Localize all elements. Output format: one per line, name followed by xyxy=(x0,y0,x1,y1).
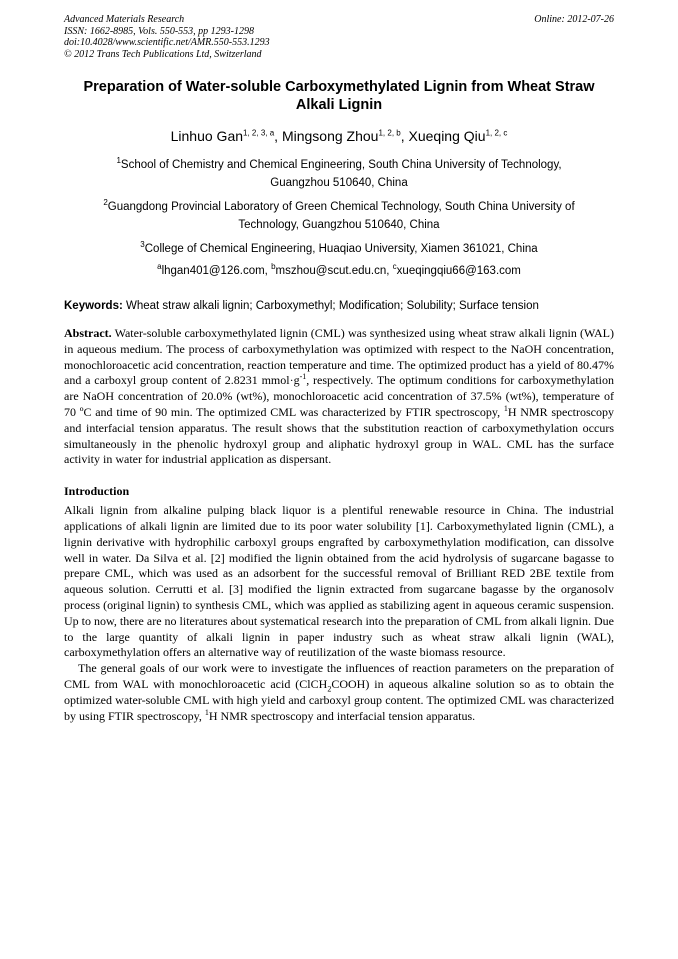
email-list xyxy=(64,262,614,280)
paper-page xyxy=(64,14,614,724)
intro-paragraph-2 xyxy=(64,661,614,724)
author-separator: , xyxy=(400,128,409,144)
paragraph-text: COOH) in aqueous alkaline solution so as to obtain the optimized water-soluble CML with high yield and carboxyl group content. The optimized CML was characterized by using FTIR spectroscopy, xyxy=(64,676,614,723)
paragraph-superscript: 1 xyxy=(204,707,209,717)
affiliation-3 xyxy=(64,240,614,258)
affiliation-mark: 3 xyxy=(140,240,145,250)
keywords-text: Wheat straw alkali lignin; Carboxymethyl; Modification; Solubility; Surface tension xyxy=(122,300,539,312)
paper-title: Preparation of Water-soluble Carboxymethylated Lignin from Wheat Straw Alkali Lignin xyxy=(83,79,595,113)
author-name: Linhuo Gan xyxy=(170,128,244,144)
intro-paragraph-1: Alkali lignin from alkaline pulping black liquor is a plentiful renewable resource in China. The industrial applications of alkali lignin are limited due to its poor water solubility [1]. Carboxymethylated lignin (CML), a lignin derivative with hydrophilic carboxyl groups engrafted by carboxymethylation modification, can dissolve well in water. Da Silva et al. [2] modified the lignin obtained from the acid hydrolysis of sugarcane bagasse to prepare CML, which was used as an adsorbent for the successful removal of Brilliant RED 2BE textile from aqueous solution. Cerrutti et al. [3] modified the lignin extracted from sugarcane bagasse by the organosolv process (original lignin) to synthesis CML, which was applied as stabilizing agent in aqueous ceramic suspension. Up to now, there are no literatures about systematical research into the preparation of CML from alkali lignin. Due to the large quantity of alkali lignin in paper industry such as wheat straw alkali lignin (WAL), carboxymethylation offers an alternative way of reutilization of the waste biomass resource. xyxy=(64,503,614,660)
abstract-text: Water-soluble carboxymethylated lignin (CML) was synthesized using wheat straw alkali lignin (WAL) in aqueous medium. The process of carboxymethylation was optimized with respect to the NaOH concentration, monochloroacetic acid concentration, reaction temperature and time. The optimized product has a yield of 80.47% and a carboxyl group content of 2.8231 mmol·g xyxy=(64,326,614,388)
abstract-superscript: -1 xyxy=(299,372,307,382)
paragraph-subscript: 2 xyxy=(327,684,332,694)
abstract-text: , respectively. The optimum conditions for carboxymethylation are NaOH concentration of 20.0% (wt%), monochloroacetic acid concentration of 37.5% (wt%), temperature of 70 ºC and time of 90 min. The optimized CML was characterized by FTIR spectroscopy, xyxy=(64,373,614,419)
email-mark: a xyxy=(157,262,162,272)
author-name: Xueqing Qiu xyxy=(408,128,486,144)
affiliation-2 xyxy=(64,198,614,234)
keywords-line xyxy=(64,300,614,312)
affiliation-text: Guangzhou 510640, China xyxy=(270,177,408,189)
author-affil-mark: 1, 2, b xyxy=(378,128,401,138)
copyright-line: © 2012 Trans Tech Publications Ltd, Switzerland xyxy=(64,48,262,60)
email-mark: b xyxy=(271,262,276,272)
journal-header xyxy=(64,14,614,60)
journal-name: Advanced Materials Research xyxy=(64,14,185,25)
affiliation-1 xyxy=(64,156,614,192)
issn-line: ISSN: 1662-8985, Vols. 550-553, pp 1293-1298 xyxy=(64,25,254,37)
paragraph-text: H NMR spectroscopy and interfacial tension apparatus. xyxy=(208,708,476,723)
email-link[interactable]: lhgan401@126.com xyxy=(161,265,265,277)
paragraph-text: The general goals of our work were to investigate the influences of reaction parameters on the preparation of CML from WAL with monochloroacetic acid (ClCH xyxy=(64,661,614,691)
affiliation-text: School of Chemistry and Chemical Engineering, South China University of Technology, xyxy=(120,159,562,171)
affiliation-mark: 2 xyxy=(103,198,108,208)
email-mark: c xyxy=(392,262,397,272)
affiliation-mark: 1 xyxy=(116,156,121,166)
author-affil-mark: 1, 2, 3, a xyxy=(243,128,275,138)
email-separator: , xyxy=(264,265,272,277)
abstract-superscript: 1 xyxy=(503,403,508,413)
email-link[interactable]: mszhou@scut.edu.cn xyxy=(275,265,387,277)
email-link[interactable]: xueqingqiu66@163.com xyxy=(396,265,521,277)
email-separator: , xyxy=(386,265,393,277)
doi-line: doi:10.4028/www.scientific.net/AMR.550-553.1293 xyxy=(64,37,270,48)
keywords-label: Keywords: xyxy=(64,300,123,312)
author-list xyxy=(64,128,614,144)
online-date: Online: 2012-07-26 xyxy=(534,14,614,25)
affiliation-text: Technology, Guangzhou 510640, China xyxy=(238,219,440,231)
abstract-label: Abstract. xyxy=(64,326,112,340)
author-separator: , xyxy=(274,128,282,144)
abstract xyxy=(64,326,614,468)
author-name: Mingsong Zhou xyxy=(281,128,379,144)
author-affil-mark: 1, 2, c xyxy=(485,128,508,138)
section-heading-introduction: Introduction xyxy=(64,484,130,499)
affiliation-text: College of Chemical Engineering, Huaqiao University, Xiamen 361021, China xyxy=(144,243,538,255)
affiliation-text: Guangdong Provincial Laboratory of Green Chemical Technology, South China University of xyxy=(107,201,575,213)
abstract-text: H NMR spectroscopy and interfacial tension apparatus. The result shows that the substitution reaction of carboxymethylation occurs simultaneously in the phenolic hydroxyl group and aliphatic hydroxyl group in WAL. CML has the surface activity in water for industrial application as dispersant. xyxy=(64,404,614,467)
